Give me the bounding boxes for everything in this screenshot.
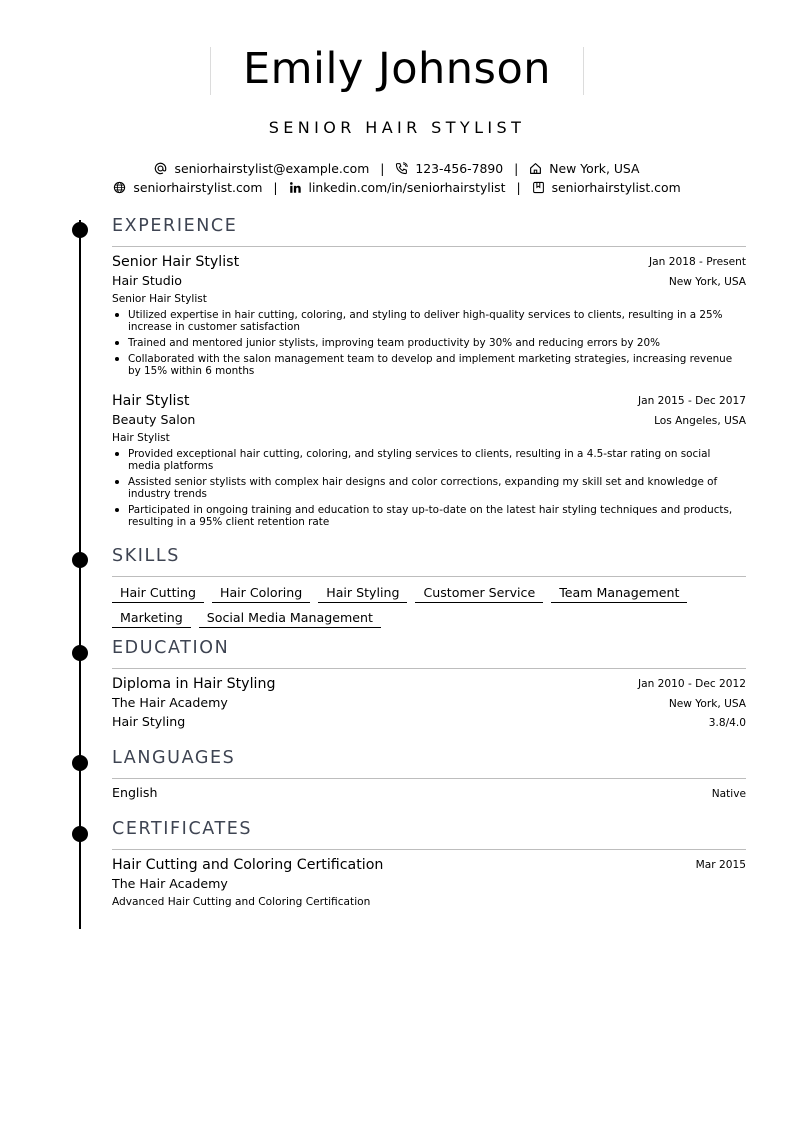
certificate-issuer: The Hair Academy (112, 876, 228, 891)
skill-tag: Team Management (551, 585, 687, 603)
skill-tag: Hair Cutting (112, 585, 204, 603)
list-item: Trained and mentored junior stylists, improving team productivity by 30% and reducing errors by 20% (112, 337, 746, 349)
skill-tag: Hair Styling (318, 585, 407, 603)
list-item: Collaborated with the salon management team to develop and implement marketing strategies, increasing revenue by 15% within 6 months (112, 353, 746, 377)
phone-icon (395, 162, 408, 175)
job-bullets (112, 309, 746, 381)
job-role: Hair Stylist (112, 432, 170, 444)
bookmark-icon (532, 181, 545, 194)
contact-location-text: New York, USA (549, 160, 640, 176)
contact-row-1 (0, 160, 794, 177)
contact-location (529, 161, 639, 177)
section-title: SKILLS (112, 546, 180, 566)
list-item: Utilized expertise in hair cutting, coloring, and styling to deliver high-quality services to clients, resulting in a 25% increase in customer satisfaction (112, 309, 746, 333)
timeline-line (79, 220, 81, 929)
candidate-name: Emily Johnson (242, 44, 552, 94)
at-icon (154, 162, 167, 175)
skill-tag: Marketing (112, 610, 191, 628)
field-of-study: Hair Styling (112, 714, 186, 729)
home-icon (529, 162, 542, 175)
contact-portfolio-text: seniorhairstylist.com (551, 179, 681, 195)
job-position: Hair Stylist (112, 393, 190, 409)
job-title: SENIOR HAIR STYLIST (268, 118, 526, 137)
contact-portfolio[interactable] (532, 180, 681, 196)
timeline-dot-education (72, 645, 88, 661)
section-experience (112, 218, 746, 247)
contact-linkedin-text: linkedin.com/in/seniorhairstylist (308, 179, 506, 195)
linkedin-icon (289, 181, 302, 194)
gpa: 3.8/4.0 (708, 717, 746, 729)
contact-email[interactable] (154, 161, 369, 177)
timeline-dot-languages (72, 755, 88, 771)
skill-tag: Social Media Management (199, 610, 381, 628)
job-position: Senior Hair Stylist (112, 254, 240, 270)
contact-phone-text: 123-456-7890 (415, 160, 504, 176)
section-education (112, 640, 746, 669)
section-title: EXPERIENCE (112, 216, 238, 236)
contact-phone[interactable] (395, 161, 503, 177)
section-certificates (112, 821, 746, 850)
job-dates: Jan 2018 - Present (649, 256, 746, 268)
section-title: EDUCATION (112, 638, 230, 658)
timeline-dot-skills (72, 552, 88, 568)
contact-website[interactable] (113, 180, 262, 196)
job-bullets (112, 448, 746, 532)
name-block (210, 44, 584, 95)
timeline-dot-experience (72, 222, 88, 238)
contact-linkedin[interactable] (289, 180, 506, 196)
language-level: Native (711, 788, 746, 800)
contact-separator: | (380, 160, 385, 176)
skills-list (112, 582, 746, 632)
job-location: Los Angeles, USA (654, 415, 746, 427)
contact-separator: | (516, 179, 521, 195)
certificate-description: Advanced Hair Cutting and Coloring Certification (112, 896, 371, 908)
contact-separator: | (514, 160, 519, 176)
language-name: English (112, 785, 158, 800)
certificate-date: Mar 2015 (695, 859, 746, 871)
degree: Diploma in Hair Styling (112, 676, 276, 692)
job-location: New York, USA (668, 276, 746, 288)
list-item: Assisted senior stylists with complex hair designs and color corrections, expanding my skill set and knowledge of industry trends (112, 476, 746, 500)
list-item: Provided exceptional hair cutting, coloring, and styling services to clients, resulting in a 4.5-star rating on social media platforms (112, 448, 746, 472)
contact-website-text: seniorhairstylist.com (133, 179, 263, 195)
company-name: Beauty Salon (112, 412, 196, 427)
school-location: New York, USA (668, 698, 746, 710)
skill-tag: Hair Coloring (212, 585, 310, 603)
contact-email-text: seniorhairstylist@example.com (174, 160, 370, 176)
skill-tag: Customer Service (415, 585, 543, 603)
job-dates: Jan 2015 - Dec 2017 (637, 395, 746, 407)
job-role: Senior Hair Stylist (112, 293, 207, 305)
section-title: CERTIFICATES (112, 819, 253, 839)
education-dates: Jan 2010 - Dec 2012 (637, 678, 746, 690)
section-skills (112, 548, 746, 577)
timeline-dot-certificates (72, 826, 88, 842)
section-languages (112, 750, 746, 779)
contact-row-2 (0, 179, 794, 196)
school-name: The Hair Academy (112, 695, 228, 710)
contact-separator: | (273, 179, 278, 195)
company-name: Hair Studio (112, 273, 182, 288)
certificate-name: Hair Cutting and Coloring Certification (112, 857, 384, 873)
section-title: LANGUAGES (112, 748, 236, 768)
globe-icon (113, 181, 126, 194)
list-item: Participated in ongoing training and education to stay up-to-date on the latest hair styling techniques and products, resulting in a 95% client retention rate (112, 504, 746, 528)
